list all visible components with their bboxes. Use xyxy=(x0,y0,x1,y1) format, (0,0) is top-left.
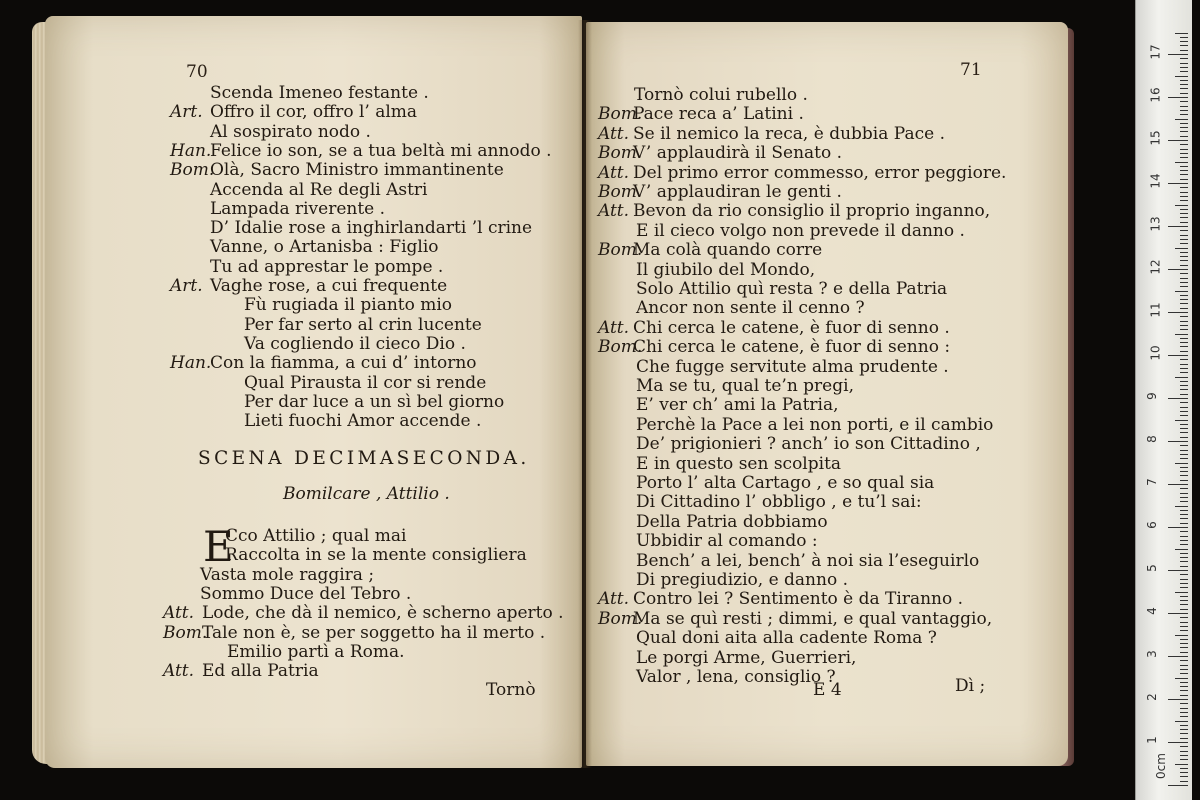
ruler-tick xyxy=(1180,273,1188,274)
ruler-number: 3 xyxy=(1144,650,1159,658)
speaker-label: Bom. xyxy=(598,143,643,164)
ruler-tick xyxy=(1180,557,1188,558)
ruler-tick xyxy=(1180,622,1188,623)
ruler-number: 14 xyxy=(1148,173,1163,189)
ruler-tick xyxy=(1180,381,1188,382)
text-line: Contro lei ? Sentimento è da Tiranno . xyxy=(633,589,964,610)
ruler-tick xyxy=(1180,432,1188,433)
ruler-number: 17 xyxy=(1148,44,1163,60)
ruler-tick xyxy=(1180,647,1188,648)
ruler-tick xyxy=(1180,445,1188,446)
ruler-tick xyxy=(1168,441,1188,442)
ruler-number: 6 xyxy=(1144,521,1159,529)
ruler-number: 15 xyxy=(1148,130,1163,146)
text-line: Vanne, o Artanisba : Figlio xyxy=(210,237,439,258)
ruler-tick xyxy=(1180,776,1188,777)
ruler-tick xyxy=(1180,695,1188,696)
ruler-tick xyxy=(1180,67,1188,68)
ruler-tick xyxy=(1180,751,1188,752)
ruler-tick xyxy=(1180,252,1188,253)
ruler-tick xyxy=(1180,471,1188,472)
text-line: Ma se tu, qual te’n pregi, xyxy=(636,376,854,396)
text-line: Lode, che dà il nemico, è scherno aperto . xyxy=(202,603,564,624)
ruler-tick xyxy=(1180,480,1188,481)
ruler-tick xyxy=(1180,187,1188,188)
ruler-tick xyxy=(1180,41,1188,42)
ruler-tick xyxy=(1180,725,1188,726)
text-line: Chi cerca le catene, è fuor di senno : xyxy=(633,337,951,358)
ruler-tick xyxy=(1180,708,1188,709)
book-gutter xyxy=(578,20,592,768)
ruler-tick xyxy=(1180,282,1188,283)
ruler-tick xyxy=(1180,458,1188,459)
ruler-tick xyxy=(1180,45,1188,46)
ruler-tick xyxy=(1180,58,1188,59)
speaker-label: Att. xyxy=(598,589,630,610)
text-line: Olà, Sacro Ministro immantinente xyxy=(210,160,504,181)
ruler-tick xyxy=(1180,278,1188,279)
right-catchword: Dì ; xyxy=(955,676,986,696)
right-page-number: 71 xyxy=(960,60,982,80)
ruler-number: 5 xyxy=(1144,564,1159,572)
ruler-tick xyxy=(1180,235,1188,236)
ruler-tick xyxy=(1180,768,1188,769)
ruler-tick xyxy=(1180,303,1188,304)
ruler-tick xyxy=(1180,153,1188,154)
ruler-tick xyxy=(1168,355,1188,356)
ruler-tick xyxy=(1180,639,1188,640)
ruler-tick xyxy=(1180,536,1188,537)
ruler-tick xyxy=(1180,467,1188,468)
speaker-label: Han. xyxy=(170,353,212,374)
ruler-tick xyxy=(1180,540,1188,541)
ruler-tick xyxy=(1180,106,1188,107)
ruler-tick xyxy=(1180,110,1188,111)
speaker-label: Art. xyxy=(170,276,203,296)
ruler-tick xyxy=(1175,248,1188,249)
text-line: Perchè la Pace a lei non porti, e il cambio xyxy=(636,414,994,435)
ruler-tick xyxy=(1180,265,1188,266)
ruler-tick xyxy=(1180,71,1188,72)
ruler-tick xyxy=(1180,665,1188,666)
ruler-tick xyxy=(1180,325,1188,326)
ruler-number: 2 xyxy=(1144,693,1159,701)
ruler-tick xyxy=(1180,733,1188,734)
ruler-tick xyxy=(1175,764,1188,765)
ruler-tick xyxy=(1180,712,1188,713)
text-line: Tornò colui rubello . xyxy=(634,85,808,105)
ruler-tick xyxy=(1180,299,1188,300)
ruler-tick xyxy=(1180,428,1188,429)
ruler-tick xyxy=(1180,329,1188,330)
ruler-tick xyxy=(1180,686,1188,687)
text-line: Offro il cor, offro l’ alma xyxy=(210,102,418,123)
ruler-tick xyxy=(1180,385,1188,386)
text-line: Per dar luce a un sì bel giorno xyxy=(244,391,505,412)
text-line: E in questo sen scolpita xyxy=(636,453,842,474)
ruler-tick xyxy=(1180,501,1188,502)
text-line: Vasta mole raggira ; xyxy=(200,564,375,585)
ruler-tick xyxy=(1180,604,1188,605)
ruler-tick xyxy=(1175,119,1188,120)
ruler-tick xyxy=(1180,600,1188,601)
ruler-tick xyxy=(1180,80,1188,81)
text-line: Bench’ a lei, bench’ à noi sia l’eseguirlo xyxy=(636,550,980,571)
text-line: Al sospirato nodo . xyxy=(210,121,371,142)
speaker-label: Han. xyxy=(170,140,212,161)
ruler-tick xyxy=(1168,699,1188,700)
text-line: E il cieco volgo non prevede il danno . xyxy=(636,220,965,241)
ruler-tick xyxy=(1180,402,1188,403)
ruler-tick xyxy=(1168,613,1188,614)
speaker-label: Art. xyxy=(170,102,203,123)
ruler-tick xyxy=(1180,394,1188,395)
ruler-tick xyxy=(1180,660,1188,661)
ruler-tick xyxy=(1180,101,1188,102)
speaker-label: Bom. xyxy=(170,160,215,181)
ruler-tick xyxy=(1180,583,1188,584)
ruler-tick xyxy=(1180,174,1188,175)
text-line: Di pregiudizio, e danno . xyxy=(636,570,848,590)
speaker-label: Att. xyxy=(163,661,195,682)
ruler-tick xyxy=(1180,338,1188,339)
ruler-tick xyxy=(1180,424,1188,425)
ruler-tick xyxy=(1180,209,1188,210)
text-line: Felice io son, se a tua beltà mi annodo . xyxy=(210,140,552,161)
ruler-tick xyxy=(1180,746,1188,747)
ruler-number: 10 xyxy=(1148,345,1163,361)
ruler-number: 13 xyxy=(1148,216,1163,232)
speaker-label: Bom. xyxy=(598,608,643,629)
ruler-tick xyxy=(1180,200,1188,201)
ruler-tick xyxy=(1175,678,1188,679)
ruler-tick xyxy=(1180,166,1188,167)
text-line: Il giubilo del Mondo, xyxy=(636,259,816,280)
ruler-tick xyxy=(1180,316,1188,317)
speaker-label: Att. xyxy=(598,317,630,338)
ruler-tick xyxy=(1168,183,1188,184)
measuring-ruler xyxy=(1135,0,1192,800)
ruler-number: 12 xyxy=(1148,259,1163,275)
ruler-tick xyxy=(1180,286,1188,287)
speaker-label: Att. xyxy=(598,123,630,144)
ruler-tick xyxy=(1180,389,1188,390)
ruler-tick xyxy=(1175,76,1188,77)
ruler-tick xyxy=(1180,703,1188,704)
ruler-tick xyxy=(1180,368,1188,369)
ruler-tick xyxy=(1175,721,1188,722)
ruler-tick xyxy=(1180,346,1188,347)
text-line: Lampada riverente . xyxy=(210,198,386,219)
ruler-tick xyxy=(1180,729,1188,730)
left-page-number: 70 xyxy=(186,62,208,82)
ruler-tick xyxy=(1168,97,1188,98)
ruler-tick xyxy=(1180,179,1188,180)
ruler-tick xyxy=(1180,553,1188,554)
ruler-tick xyxy=(1180,450,1188,451)
ruler-tick xyxy=(1180,488,1188,489)
ruler-tick xyxy=(1180,415,1188,416)
ruler-tick xyxy=(1180,669,1188,670)
text-line: Tale non è, se per soggetto ha il merto . xyxy=(202,622,546,643)
ruler-tick xyxy=(1180,149,1188,150)
ruler-tick xyxy=(1175,635,1188,636)
ruler-tick xyxy=(1175,549,1188,550)
ruler-tick xyxy=(1180,759,1188,760)
ruler-tick xyxy=(1175,162,1188,163)
text-line: Valor , lena, consiglio ? xyxy=(636,667,836,687)
scene-title: SCENA DECIMASECONDA. xyxy=(198,448,530,469)
text-line: Ma colà quando corre xyxy=(633,240,823,261)
text-line: Qual doni aita alla cadente Roma ? xyxy=(636,628,937,649)
text-line: Bevon da rio consiglio il proprio inganno, xyxy=(633,201,991,222)
speaker-label: Att. xyxy=(163,603,195,624)
ruler-number: 4 xyxy=(1144,607,1159,615)
text-line: Ed alla Patria xyxy=(202,661,319,682)
text-line: Porto l’ alta Cartago , e so qual sia xyxy=(636,473,935,493)
text-line: Se il nemico la reca, è dubbia Pace . xyxy=(633,123,945,144)
ruler-tick xyxy=(1180,136,1188,137)
text-line: Della Patria dobbiamo xyxy=(636,511,828,532)
ruler-tick xyxy=(1180,114,1188,115)
ruler-tick xyxy=(1168,656,1188,657)
drop-cap: E xyxy=(203,522,234,571)
text-line: Emilio partì a Roma. xyxy=(227,641,405,662)
ruler-tick xyxy=(1180,37,1188,38)
ruler-tick xyxy=(1180,673,1188,674)
text-line: Le porgi Arme, Guerrieri, xyxy=(636,647,857,668)
ruler-tick xyxy=(1168,570,1188,571)
speaker-label: Bom. xyxy=(598,337,643,358)
text-line: V’ applaudirà il Senato . xyxy=(633,143,843,164)
speaker-label: Bom. xyxy=(598,104,643,125)
text-line: Pace reca a’ Latini . xyxy=(633,104,804,125)
ruler-tick xyxy=(1180,239,1188,240)
text-line: Fù rugiada il pianto mio xyxy=(244,295,453,316)
text-line: Accenda al Re degli Astri xyxy=(210,179,428,200)
ruler-tick xyxy=(1180,561,1188,562)
ruler-tick xyxy=(1180,437,1188,438)
ruler-tick xyxy=(1180,510,1188,511)
ruler-tick xyxy=(1180,295,1188,296)
ruler-tick xyxy=(1168,54,1188,55)
text-line: Qual Pirausta il cor si rende xyxy=(244,372,487,393)
ruler-number: 11 xyxy=(1148,302,1163,318)
ruler-tick xyxy=(1180,596,1188,597)
ruler-number: 8 xyxy=(1144,435,1159,443)
text-line: Lieti fuochi Amor accende . xyxy=(244,411,482,432)
ruler-tick xyxy=(1180,493,1188,494)
text-line: Sommo Duce del Tebro . xyxy=(200,583,412,604)
ruler-tick xyxy=(1180,523,1188,524)
ruler-tick xyxy=(1180,144,1188,145)
text-line: Di Cittadino l’ obbligo , e tu’l sai: xyxy=(636,492,922,513)
ruler-number: 16 xyxy=(1148,87,1163,103)
ruler-tick xyxy=(1175,33,1188,34)
ruler-tick xyxy=(1180,127,1188,128)
ruler-tick xyxy=(1180,682,1188,683)
ruler-tick xyxy=(1180,342,1188,343)
ruler-tick xyxy=(1180,359,1188,360)
ruler-tick xyxy=(1175,205,1188,206)
scene-characters: Bomilcare , Attilio . xyxy=(283,484,450,504)
text-line: Solo Attilio quì resta ? e della Patria xyxy=(636,279,948,299)
ruler-tick xyxy=(1168,742,1188,743)
ruler-tick xyxy=(1175,592,1188,593)
ruler-tick xyxy=(1180,630,1188,631)
ruler-tick xyxy=(1180,574,1188,575)
ruler-tick xyxy=(1168,140,1188,141)
ruler-number: 0cm xyxy=(1153,753,1168,779)
text-line: Va cogliendo il cieco Dio . xyxy=(244,333,466,354)
speaker-label: Bom. xyxy=(598,240,643,261)
ruler-tick xyxy=(1180,690,1188,691)
ruler-tick xyxy=(1180,609,1188,610)
text-line: Ubbidir al comando : xyxy=(636,531,818,552)
text-line: Raccolta in se la mente consigliera xyxy=(225,545,527,566)
text-line: Che fugge servitute alma prudente . xyxy=(636,356,949,377)
ruler-tick xyxy=(1180,364,1188,365)
ruler-tick xyxy=(1180,222,1188,223)
text-line: Scenda Imeneo festante . xyxy=(210,83,429,103)
ruler-tick xyxy=(1175,377,1188,378)
ruler-tick xyxy=(1180,617,1188,618)
ruler-tick xyxy=(1180,63,1188,64)
ruler-tick xyxy=(1168,785,1188,786)
ruler-tick xyxy=(1180,579,1188,580)
ruler-tick xyxy=(1180,213,1188,214)
ruler-tick xyxy=(1168,269,1188,270)
text-line: Chi cerca le catene, è fuor di senno . xyxy=(633,317,950,338)
signature-mark: E 4 xyxy=(813,680,842,700)
text-line: Del primo error commesso, error peggiore. xyxy=(633,162,1007,183)
ruler-tick xyxy=(1180,475,1188,476)
text-line: Ancor non sente il cenno ? xyxy=(636,298,865,319)
ruler-number: 1 xyxy=(1144,736,1159,744)
ruler-tick xyxy=(1168,226,1188,227)
ruler-tick xyxy=(1180,497,1188,498)
ruler-tick xyxy=(1180,243,1188,244)
ruler-tick xyxy=(1168,312,1188,313)
ruler-tick xyxy=(1180,372,1188,373)
text-line: Tu ad apprestar le pompe . xyxy=(210,256,444,277)
ruler-tick xyxy=(1180,50,1188,51)
ruler-tick xyxy=(1180,566,1188,567)
ruler-tick xyxy=(1180,531,1188,532)
ruler-tick xyxy=(1180,626,1188,627)
ruler-tick xyxy=(1180,157,1188,158)
ruler-tick xyxy=(1180,454,1188,455)
ruler-tick xyxy=(1180,217,1188,218)
text-line: E’ ver ch’ ami la Patria, xyxy=(636,395,839,416)
text-line: V’ applaudiran le genti . xyxy=(633,182,842,202)
ruler-tick xyxy=(1180,170,1188,171)
text-line: Ma se quì resti ; dimmi, e qual vantaggio, xyxy=(633,608,993,629)
text-line: Vaghe rose, a cui frequente xyxy=(210,276,448,296)
ruler-tick xyxy=(1180,514,1188,515)
ruler-tick xyxy=(1180,256,1188,257)
ruler-number: 7 xyxy=(1144,478,1159,486)
ruler-tick xyxy=(1180,93,1188,94)
ruler-tick xyxy=(1180,587,1188,588)
ruler-tick xyxy=(1168,527,1188,528)
ruler-tick xyxy=(1180,643,1188,644)
ruler-tick xyxy=(1175,506,1188,507)
ruler-tick xyxy=(1180,196,1188,197)
ruler-tick xyxy=(1180,260,1188,261)
text-line: D’ Idalie rose a inghirlandarti ’l crine xyxy=(210,218,533,239)
ruler-tick xyxy=(1180,308,1188,309)
ruler-tick xyxy=(1180,544,1188,545)
ruler-tick xyxy=(1180,230,1188,231)
ruler-tick xyxy=(1180,84,1188,85)
ruler-tick xyxy=(1180,123,1188,124)
ruler-tick xyxy=(1180,738,1188,739)
ruler-tick xyxy=(1180,192,1188,193)
text-line: Cco Attilio ; qual mai xyxy=(225,526,407,546)
ruler-tick xyxy=(1180,652,1188,653)
ruler-number: 9 xyxy=(1144,392,1159,400)
text-line: Con la fiamma, a cui d’ intorno xyxy=(210,353,477,374)
text-line: Per far serto al crin lucente xyxy=(244,314,482,335)
ruler-tick xyxy=(1180,772,1188,773)
ruler-tick xyxy=(1175,463,1188,464)
speaker-label: Bom. xyxy=(598,182,643,202)
ruler-tick xyxy=(1180,131,1188,132)
ruler-tick xyxy=(1168,398,1188,399)
ruler-tick xyxy=(1180,321,1188,322)
ruler-tick xyxy=(1180,351,1188,352)
speaker-label: Att. xyxy=(598,162,630,183)
ruler-tick xyxy=(1175,420,1188,421)
speaker-label: Att. xyxy=(598,201,630,222)
ruler-tick xyxy=(1180,755,1188,756)
text-line: De’ prigionieri ? anch’ io son Cittadino , xyxy=(636,434,981,455)
ruler-tick xyxy=(1180,407,1188,408)
ruler-tick xyxy=(1175,291,1188,292)
ruler-tick xyxy=(1175,334,1188,335)
ruler-tick xyxy=(1180,411,1188,412)
left-catchword: Tornò xyxy=(486,680,536,700)
ruler-tick xyxy=(1180,518,1188,519)
ruler-tick xyxy=(1180,88,1188,89)
ruler-tick xyxy=(1180,781,1188,782)
speaker-label: Bom. xyxy=(163,622,208,643)
ruler-tick xyxy=(1180,716,1188,717)
ruler-tick xyxy=(1168,484,1188,485)
